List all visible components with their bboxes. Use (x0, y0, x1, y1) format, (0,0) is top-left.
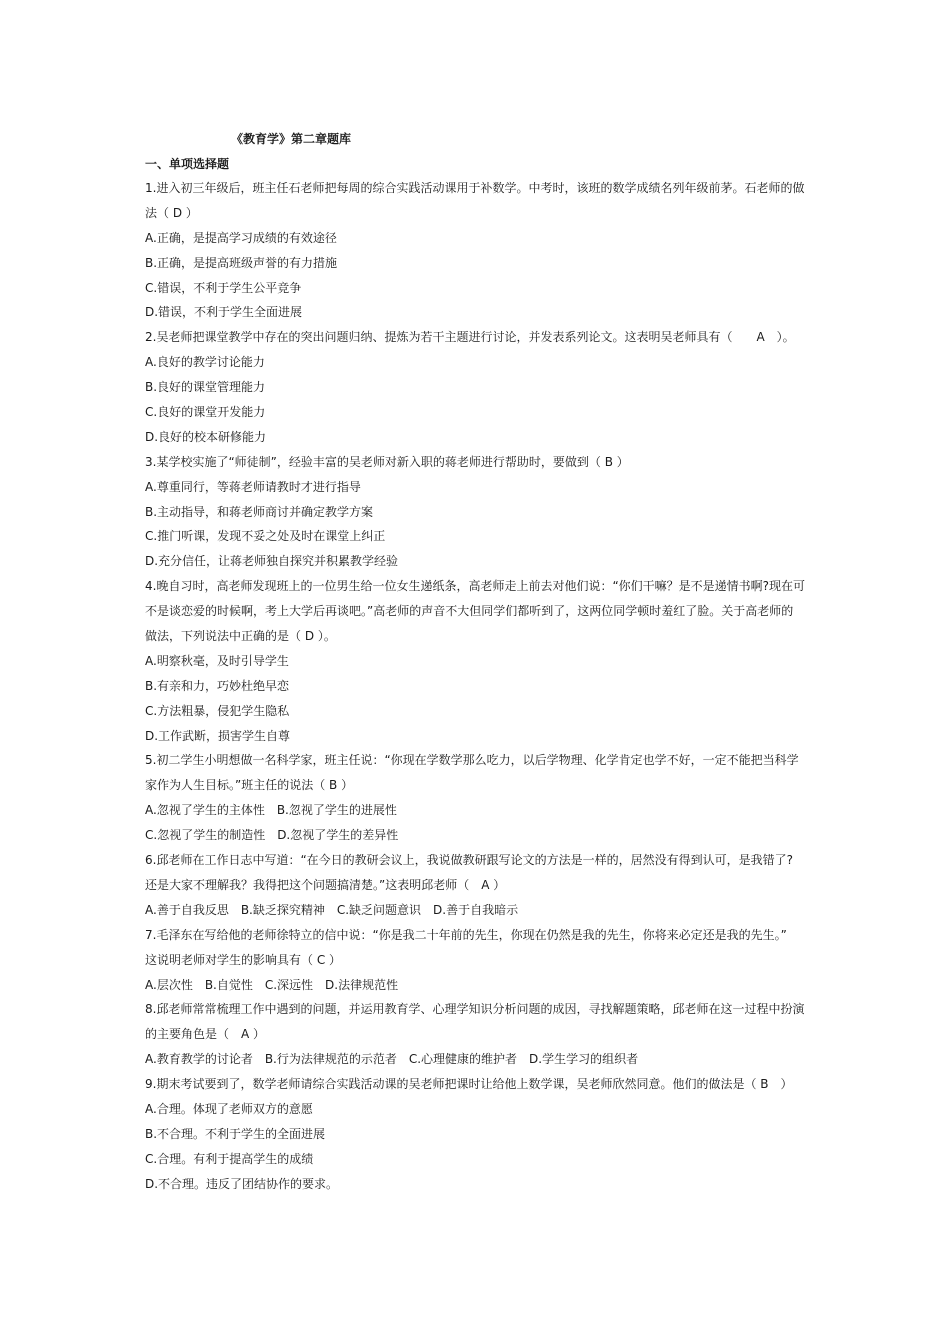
text-line: 3.某学校实施了“师徒制”，经验丰富的吴老师对新入职的蒋老师进行帮助时，要做到（ B ） (145, 454, 629, 469)
text-line: 1.进入初三年级后，班主任石老师把每周的综合实践活动课用于补数学。中考时，该班的数学成绩名列年级前茅。石老师的做 (145, 181, 805, 195)
text-line: C.良好的课堂开发能力 (145, 405, 266, 420)
text-line: C.错误，不利于学生公平竞争 (145, 280, 302, 295)
text-line: C.忽视了学生的制造性 D.忽视了学生的差异性 (145, 828, 399, 843)
text-line: D.不合理。违反了团结协作的要求。 (145, 1176, 339, 1191)
text-line: B.不合理。不利于学生的全面进展 (145, 1126, 326, 1141)
text-line: B.良好的课堂管理能力 (145, 380, 266, 395)
text-line: 的主要角色是（ A ） (145, 1027, 266, 1042)
text-line: 家作为人生目标。”班主任的说法（ B ） (145, 778, 354, 793)
section-heading: 一、单项选择题 (145, 157, 230, 171)
text-line: A.教育教学的讨论者 B.行为法律规范的示范者 C.心理健康的维护者 D.学生学习的组织者 (145, 1052, 639, 1067)
text-line: 9.期末考试要到了，数学老师请综合实践活动课的吴老师把课时让给他上数学课，吴老师欣然同意。他们的做法是（ B ） (145, 1077, 793, 1092)
text-line: D.错误，不利于学生全面进展 (145, 305, 303, 320)
text-line: A.正确，是提高学习成绩的有效途径 (145, 230, 337, 245)
text-line: B.有亲和力，巧妙杜绝早恋 (145, 678, 290, 693)
text-line: 5.初二学生小明想做一名科学家，班主任说：“你现在学数学那么吃力，以后学物理、化学肯定也学不好，一定不能把当科学 (145, 753, 799, 768)
text-line: A.尊重同行，等蒋老师请教时才进行指导 (145, 479, 361, 494)
text-line: 做法，下列说法中正确的是（ D ）。 (145, 629, 336, 644)
text-line: 法（ D ） (145, 205, 198, 220)
text-line: 2.吴老师把课堂教学中存在的突出问题归纳、提炼为若干主题进行讨论，并发表系列论文。这表明吴老师具有（ A ）。 (145, 330, 795, 345)
text-line: C.推门听课，发现不妥之处及时在课堂上纠正 (145, 529, 386, 544)
text-line: D.充分信任，让蒋老师独自探究并积累教学经验 (145, 554, 399, 569)
text-line: D.工作武断，损害学生自尊 (145, 728, 291, 743)
document-title: 《教育学》第二章题库 (231, 132, 352, 146)
text-line: C.合理。有利于提高学生的成绩 (145, 1151, 314, 1166)
text-line: A.忽视了学生的主体性 B.忽视了学生的进展性 (145, 803, 397, 818)
text-line: A.合理。体现了老师双方的意愿 (145, 1101, 313, 1116)
text-line: B.正确，是提高班级声誉的有力措施 (145, 255, 338, 270)
text-line: 6.邱老师在工作日志中写道：“在今日的教研会议上，我说做教研跟写论文的方法是一样的，居然没有得到认可，是我错了? (145, 853, 794, 868)
text-line: C.方法粗暴，侵犯学生隐私 (145, 703, 290, 718)
text-line: D.良好的校本研修能力 (145, 429, 267, 444)
text-line: A.善于自我反思 B.缺乏探究精神 C.缺乏问题意识 D.善于自我暗示 (145, 902, 519, 917)
text-line: 7.毛泽东在写给他的老师徐特立的信中说：“你是我二十年前的先生，你现在仍然是我的先生，你将来必定还是我的先生。” (145, 927, 787, 942)
text-line: 这说明老师对学生的影响具有（ C ） (145, 952, 342, 967)
text-line: 4.晚自习时，高老师发现班上的一位男生给一位女生递纸条，高老师走上前去对他们说：“你们干嘛？是不是递情书啊?现在可 (145, 579, 806, 594)
text-line: A.明察秋毫，及时引导学生 (145, 653, 289, 668)
text-line: A.层次性 B.自觉性 C.深远性 D.法律规范性 (145, 977, 399, 992)
text-line: B.主动指导，和蒋老师商讨并确定教学方案 (145, 504, 374, 519)
text-line: A.良好的教学讨论能力 (145, 355, 265, 370)
text-line: 8.邱老师常常梳理工作中遇到的问题，并运用教育学、心理学知识分析问题的成因，寻找解题策略，邱老师在这一过程中扮演 (145, 1002, 805, 1017)
question-list (145, 176, 810, 1197)
text-line: 还是大家不理解我？我得把这个问题搞清楚。”这表明邱老师（ A ） (145, 877, 506, 892)
text-line: 不是谈恋爱的时候啊，考上大学后再谈吧。”高老师的声音不大但同学们都听到了，这两位同学顿时羞红了脸。关于高老师的 (145, 604, 794, 619)
